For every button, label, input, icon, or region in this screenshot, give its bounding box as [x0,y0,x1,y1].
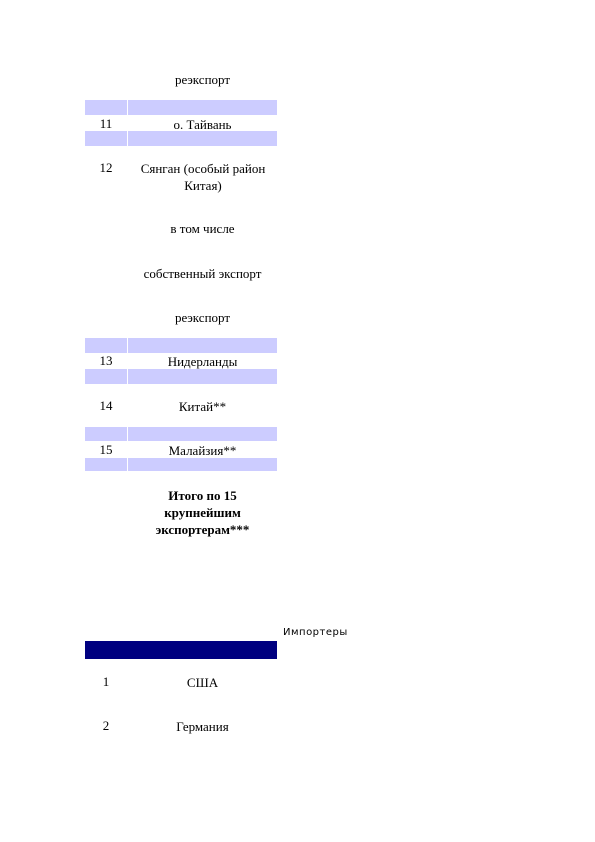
row-band [85,369,277,384]
row-name: США [186,675,219,690]
row-number: 1 [102,674,110,689]
row-name: собственный экспорт [143,266,262,281]
row-name: Сянган (особый район Китая) [140,161,266,193]
row-name: Малайзия** [168,443,237,458]
row-name: реэкспорт [174,310,231,325]
row-number: 11 [99,116,113,131]
total-label: Итого по 15 крупнейшим экспортерам*** [155,488,250,537]
row-number: 14 [99,398,113,413]
row-name: Нидерланды [167,354,238,369]
row-number: 2 [102,718,110,733]
row-band [85,131,277,146]
row-name: Германия [176,719,229,734]
row-band [85,458,277,471]
row-name: в том числе [170,221,235,236]
row-band [85,338,277,353]
importers-header-bar [85,641,277,659]
row-name: реэкспорт [174,72,231,87]
importers-heading: Импортеры [283,627,348,638]
row-number: 12 [99,160,113,175]
row-name: о. Тайвань [173,117,232,132]
row-band [85,100,277,115]
row-number: 13 [99,353,113,368]
row-band [85,427,277,441]
row-number: 15 [99,442,113,457]
row-name: Китай** [178,399,227,414]
